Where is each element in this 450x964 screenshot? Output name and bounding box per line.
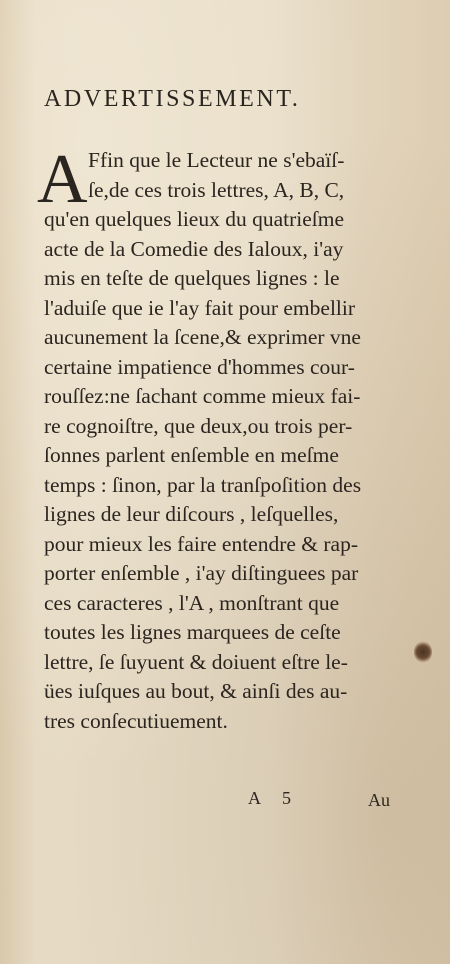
text-line: pour mieux les faire entendre & rap- [44,531,359,556]
text-line: l'aduiſe que ie l'ay fait pour embellir [44,295,356,320]
body-paragraph [44,146,400,736]
text-line: lettre, ſe ſuyuent & doiuent eſtre le- [44,649,348,674]
text-line: Ffin que le Lecteur ne s'ebaïſ- [88,148,345,172]
page-heading: ADVERTISSEMENT. [44,86,301,112]
page-footer [0,788,450,818]
text-line: re cognoiſtre, que deux,ou trois per- [44,413,353,438]
text-line: ſonnes parlent enſemble en meſme [44,443,339,467]
text-line: tres conſecutiuement. [44,708,228,733]
text-line: acte de la Comedie des Ialoux, i'ay [44,236,344,261]
text-line: qu'en quelques lieux du quatrieſme [44,207,345,231]
text-line: ces caracteres , l'A , monſtrant que [44,590,340,615]
signature-number: 5 [282,788,292,808]
text-line: ües iuſques au bout, & ainſi des au- [44,679,348,703]
text-line: temps : ſinon, par la tranſpoſition des [44,472,362,497]
drop-cap: A [37,141,88,218]
text-line: lignes de leur diſcours , leſquelles, [44,502,339,526]
text-line: mis en teſte de quelques lignes : le [44,266,340,290]
text-line: certaine impatience d'hommes cour- [44,354,355,379]
text-line: porter enſemble , i'ay diſtinguees par [44,561,359,585]
text-line: ſe,de ces trois lettres, A, B, C, [88,177,345,202]
text-line: aucunement la ſcene,& exprimer vne [44,325,361,349]
signature-mark [248,788,292,809]
signature-letter: A [248,788,262,808]
text-line: rouſſez:ne ſachant comme mieux fai- [44,384,361,408]
paper-stain [414,641,432,663]
text-line: toutes les lignes marquees de ceſte [44,620,341,644]
catchword: Au [368,790,390,810]
